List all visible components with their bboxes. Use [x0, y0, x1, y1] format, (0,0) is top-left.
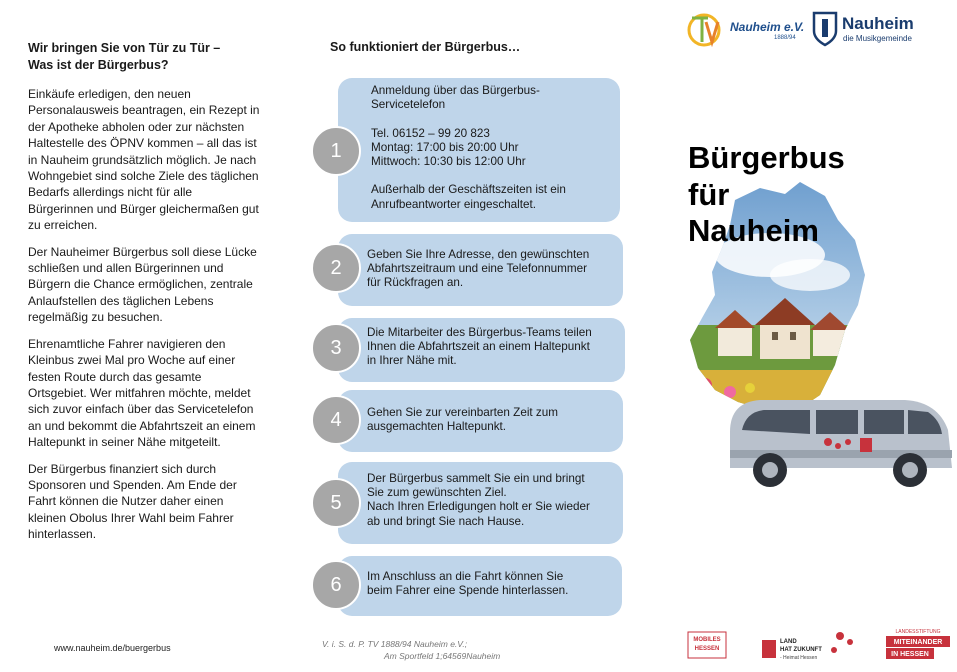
text-line: Bürgerinnen und Bürger gleichermaßen gut — [28, 201, 259, 216]
text-line: in Nauheim grundsätzlich möglich. Je nach — [28, 152, 257, 167]
landesstiftung-logo — [886, 629, 950, 659]
step-box-2 — [338, 234, 623, 306]
step-line: Die Mitarbeiter des Bürgerbus-Teams teilen — [367, 326, 592, 339]
text-line: der Apotheke abholen oder zur nächsten — [28, 119, 245, 134]
imprint-line-1: V. i. S. d. P. TV 1888/94 Nauheim e.V.; — [322, 639, 468, 649]
footer-imprint — [322, 638, 532, 662]
title-line: Nauheim — [688, 213, 819, 248]
step-box-6 — [338, 556, 622, 616]
nauheim-logo-subtitle: die Musikgemeinde — [843, 34, 912, 43]
footer-url[interactable]: www.nauheim.de/buergerbus — [54, 643, 171, 653]
nauheim-crest-icon — [811, 11, 839, 47]
step-box-3 — [338, 318, 625, 382]
step-line: in Ihrer Nähe mit. — [367, 354, 457, 368]
in-hessen-text: IN HESSEN — [891, 651, 929, 658]
step-number-3: 3 — [311, 323, 361, 373]
title-line: für — [688, 176, 730, 212]
text-line: hinterlassen. — [28, 527, 97, 542]
mobiles-text: MOBILES — [693, 637, 721, 643]
mobiles-hessen-logo — [688, 632, 726, 658]
step-line: Nach Ihren Erledigungen holt er Sie wieder — [367, 500, 590, 514]
step-line — [371, 169, 610, 183]
miteinander-text: MITEINANDER — [893, 639, 943, 646]
intro-paragraph — [28, 86, 274, 234]
intro-heading — [28, 40, 274, 74]
gap-paragraph — [28, 244, 274, 326]
tv-logo-name: Nauheim e.V. — [730, 20, 805, 34]
text-line: Bedarfs allerdings nicht für alle — [28, 185, 193, 200]
text-line: festen Route durch das gesamte — [28, 369, 202, 384]
text-line: an und bekommt die Abfahrtszeit an einem — [28, 418, 256, 433]
step-line: Geben Sie Ihre Adresse, den gewünschten — [367, 248, 590, 261]
step-line: Sie zum gewünschten Ziel. — [367, 486, 507, 500]
text-line: Haltestelle des ÖPNV kommen – all das ist — [28, 136, 257, 151]
step-box-5 — [338, 462, 623, 544]
intro-heading-line: Wir bringen Sie von Tür zu Tür – — [28, 41, 221, 55]
step-line: Tel. 06152 – 99 20 823 — [371, 126, 490, 140]
step-number-2: 2 — [311, 243, 361, 293]
land-text: LAND — [780, 639, 797, 645]
step-box-4 — [338, 390, 623, 452]
step-line: Außerhalb der Geschäftszeiten ist ein — [371, 183, 566, 197]
intro-heading-line: Was ist der Bürgerbus? — [28, 58, 169, 72]
step-line: beim Fahrer eine Spende hinterlassen. — [367, 584, 569, 598]
heimat-hessen-text: - Heimat Hessen — [780, 655, 818, 661]
landesstiftung-text: LANDESSTIFTUNG — [895, 629, 941, 635]
step-line: Im Anschluss an die Fahrt können Sie — [367, 570, 564, 583]
hessen-text: HESSEN — [694, 646, 720, 652]
text-line: Fahrt können die Nutzer daher einen — [28, 494, 224, 509]
text-line: Kleinbus zwei Mal pro Woche auf einer — [28, 353, 236, 368]
hat-zukunft-text: HAT ZUKUNFT — [780, 647, 822, 653]
step-line: Anrufbeantworter eingeschaltet. — [371, 197, 537, 211]
step-number-6: 6 — [311, 560, 361, 610]
step-line: Gehen Sie zur vereinbarten Zeit zum — [367, 406, 558, 419]
drivers-paragraph — [28, 336, 274, 451]
text-line: Der Bürgerbus finanziert sich durch — [28, 461, 217, 476]
text-line: Ortsgebiet. Wer mitfahren möchte, meldet — [28, 385, 251, 400]
title-line: Bürgerbus — [688, 140, 845, 175]
step-number-4: 4 — [311, 395, 361, 445]
step-number-5: 5 — [311, 478, 361, 528]
text-line: zu erreichen. — [28, 218, 98, 233]
step-line — [371, 112, 610, 126]
text-line: Ehrenamtliche Fahrer navigieren den — [28, 336, 226, 351]
step-line: ab und bringt Sie nach Hause. — [367, 514, 525, 528]
step-line: für Rückfragen an. — [367, 276, 464, 290]
text-line: Haltepunkt in seiner Nähe mitgeteilt. — [28, 435, 221, 450]
land-hat-zukunft-logo — [762, 632, 853, 661]
text-line: Bürgern die Chance ermöglichen, zentrale — [28, 277, 253, 292]
step-number-1: 1 — [311, 126, 361, 176]
text-line: schließen und allen Bürgerinnen und — [28, 261, 224, 276]
text-line: sich zuvor einfach über das Servicetelefon — [28, 402, 254, 417]
step-box-1 — [338, 78, 620, 222]
step-line: Abfahrtszeitraum und eine Telefonnummer — [367, 262, 588, 276]
step-line: Anmeldung über das Bürgerbus- — [371, 84, 540, 97]
text-line: Anlaufstellen des täglichen Lebens — [28, 293, 214, 308]
text-line: Sponsoren und Spenden. Am Ende der — [28, 477, 237, 492]
intro-column — [28, 40, 274, 553]
step-line: Montag: 17:00 bis 20:00 Uhr — [371, 140, 519, 154]
text-line: regelmäßig zu besuchen. — [28, 310, 163, 325]
sponsor-logos — [686, 626, 954, 666]
step-line: Servicetelefon — [371, 98, 446, 112]
text-line: Wohngebiet sind solche Ziele des täglichen — [28, 169, 259, 184]
step-line: ausgemachten Haltepunkt. — [367, 420, 507, 434]
text-line: kleinen Obolus Ihrer Wahl beim Fahrer — [28, 510, 234, 525]
step-line: Ihnen die Abfahrtszeit an einem Haltepunkt — [367, 340, 590, 354]
funding-paragraph — [28, 461, 274, 543]
step-line: Der Bürgerbus sammelt Sie ein und bringt — [367, 472, 585, 485]
brochure-title — [688, 140, 845, 250]
tv-logo-year: 1888/94 — [774, 35, 796, 41]
text-line: Personalausweis beantragen, ein Rezept in — [28, 103, 260, 118]
text-line: Der Nauheimer Bürgerbus soll diese Lücke — [28, 244, 257, 259]
step-line: Mittwoch: 10:30 bis 12:00 Uhr — [371, 155, 526, 168]
imprint-line-2: Am Sportfeld 1;64569Nauheim — [384, 651, 501, 661]
nauheim-logo-title: Nauheim — [842, 14, 914, 33]
text-line: Einkäufe erledigen, den neuen — [28, 87, 191, 101]
steps-heading: So funktioniert der Bürgerbus… — [330, 40, 521, 54]
